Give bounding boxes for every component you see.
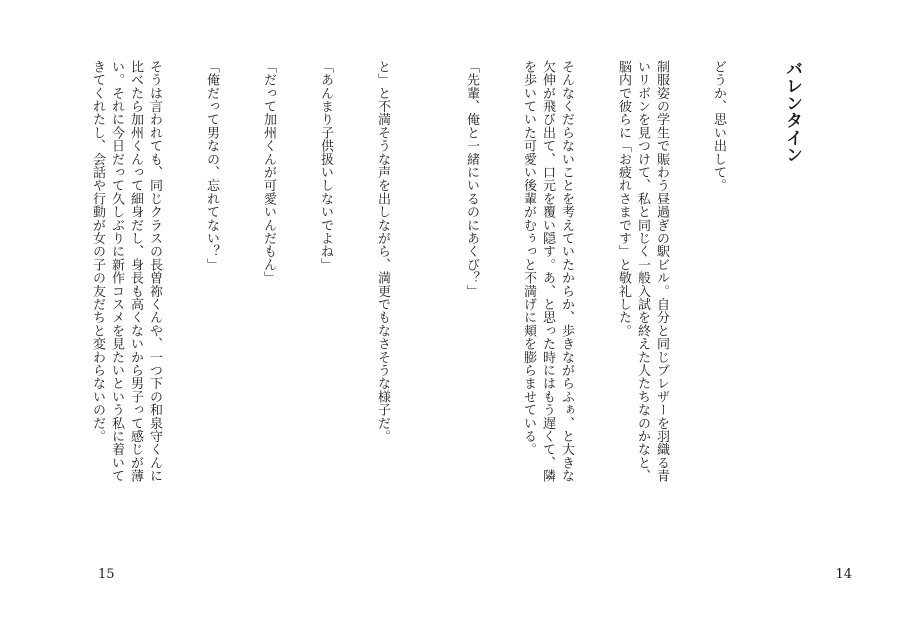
page-number: 14	[835, 567, 852, 582]
paragraph: 「俺だって男なの、忘れてない？」	[204, 60, 219, 272]
right-page	[450, 0, 900, 622]
left-page-text-column	[50, 60, 430, 490]
chapter-title: バレンタイン	[782, 60, 802, 164]
paragraph: 「あんまり子供扱いしないでよね」	[318, 60, 333, 272]
paragraph: 「だって加州くんが可愛いんだもん」	[261, 60, 276, 285]
paragraph: と」と不満そうな声を出しながら、満更でもなさそうな様子だ。	[375, 60, 390, 443]
paragraph: そんなくだらないことを考えていたからか、歩きながらふぁ、と大きな欠伸が飛び出て、口元を覆い隠す。あ、と思った時にはもう遅くて、隣を歩いていた可愛い後輩がむぅっと不満げに頬を膨らませている。	[521, 60, 574, 483]
right-page-text-column	[447, 60, 842, 490]
paragraph: 制服姿の学生で賑わう昼過ぎの駅ビル。自分と同じブレザーを羽織る青いリボンを見つけて、私と同じく一般入試を終えた人たちなのかなと、脳内で彼らに「お疲れさまです」と敬礼した。	[616, 60, 669, 483]
paragraph: 「先輩、俺と一緒にいるのにあくび？」	[464, 60, 479, 298]
paragraph: そうは言われても、同じクラスの長曽祢くんや、一つ下の和泉守くんに比べたら加州くんって細身だし、身長も高くないから男子って感じが薄い。それに今日だって久しぶりに新作コスメを見たいという私に着いてきてくれたし、会話や行動が女の子の友だちと変わらないのだ。	[90, 60, 162, 483]
page-number: 15	[98, 567, 115, 582]
paragraph: どうか、思い出して。	[711, 60, 726, 192]
